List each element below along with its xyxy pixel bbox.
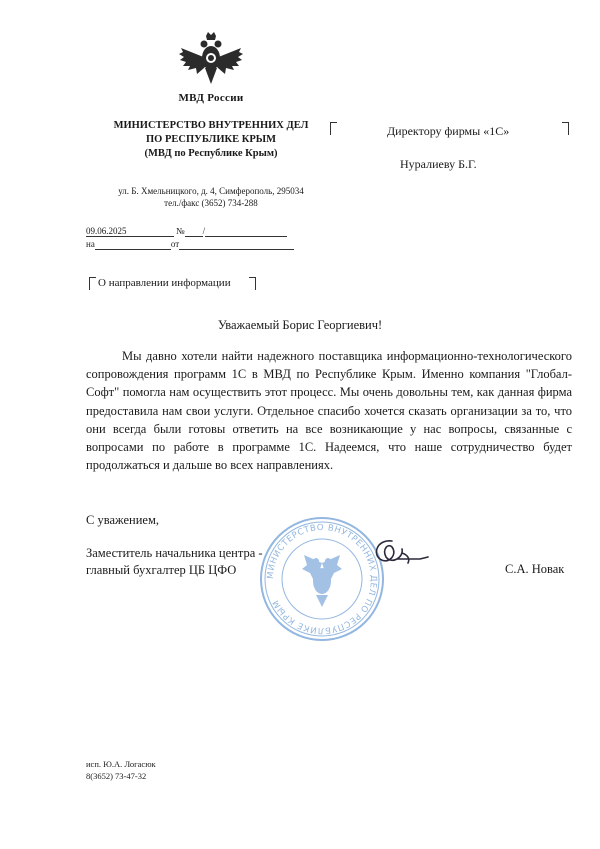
subject-line: О направлении информации (98, 277, 231, 289)
recipient-line-1: Директору фирмы «1С» (387, 124, 510, 138)
reg-date: 09.06.2025 (86, 225, 174, 237)
ministry-line-3: (МВД по Республике Крым) (144, 148, 278, 159)
reg-on-label: на (86, 239, 95, 249)
recipient-bracket-right (562, 122, 569, 135)
closing: С уважением, (86, 513, 159, 527)
registration-row-2 (86, 238, 294, 250)
handwritten-signature (362, 535, 432, 575)
signatory-position-line-1: Заместитель начальника центра - (86, 546, 263, 560)
signatory-name: С.А. Новак (505, 562, 565, 576)
reg-from-label: от (170, 239, 180, 249)
letter-body: Мы давно хотели найти надежного поставщика информационно-технологического сопровождения программ 1С в МВД по Республике Крым. Именно компания "Глобал-Софт" помогла нам осуществить этот процесс. Мы очень довольны тем, как данная фирма предоставила нам свои услуги. Отдельное спасибо хочется сказать организации за то, что они всегда были готовы ответить на все возникающие у нас вопросы, связанные с вопросами по работе в программе 1С. Надеемся, что наше сотрудничество будет продолжаться и дальше во всех направлениях. (86, 349, 572, 473)
executor-phone: 8(3652) 73-47-32 (86, 771, 147, 781)
signatory-position-line-2: главный бухгалтер ЦБ ЦФО (86, 563, 237, 577)
stamp-ring-text: МИНИСТЕРСТВО ВНУТРЕННИХ ДЕЛ ПО РЕСПУБЛИКЕ КРЫМ (265, 522, 379, 636)
ministry-line-2: ПО РЕСПУБЛИКЕ КРЫМ (146, 134, 276, 145)
registration-row-1 (86, 225, 287, 237)
ministry-name (72, 119, 350, 161)
reg-number-label: № (176, 226, 185, 236)
recipient-line-2: Нуралиеву Б.Г. (400, 157, 477, 171)
executor-info (86, 758, 156, 782)
subject-bracket-right (249, 277, 256, 290)
ministry-line-1: МИНИСТЕРСТВО ВНУТРЕННИХ ДЕЛ (113, 120, 309, 131)
recipient-bracket-left (330, 122, 337, 135)
address-line: ул. Б. Хмельницкого, д. 4, Симферополь, 295034 (118, 186, 304, 196)
salutation: Уважаемый Борис Георгиевич! (217, 318, 383, 332)
reg-number-value: / (202, 226, 206, 236)
mvd-emblem-icon (177, 30, 245, 90)
ministry-address (60, 185, 362, 209)
subject-bracket-left (89, 277, 96, 290)
signatory-position (86, 545, 263, 579)
phone-line: тел./факс (3652) 734-288 (164, 198, 258, 208)
agency-short-name: МВД России (178, 92, 244, 104)
executor-name: исп. Ю.А. Логасюк (86, 759, 156, 769)
